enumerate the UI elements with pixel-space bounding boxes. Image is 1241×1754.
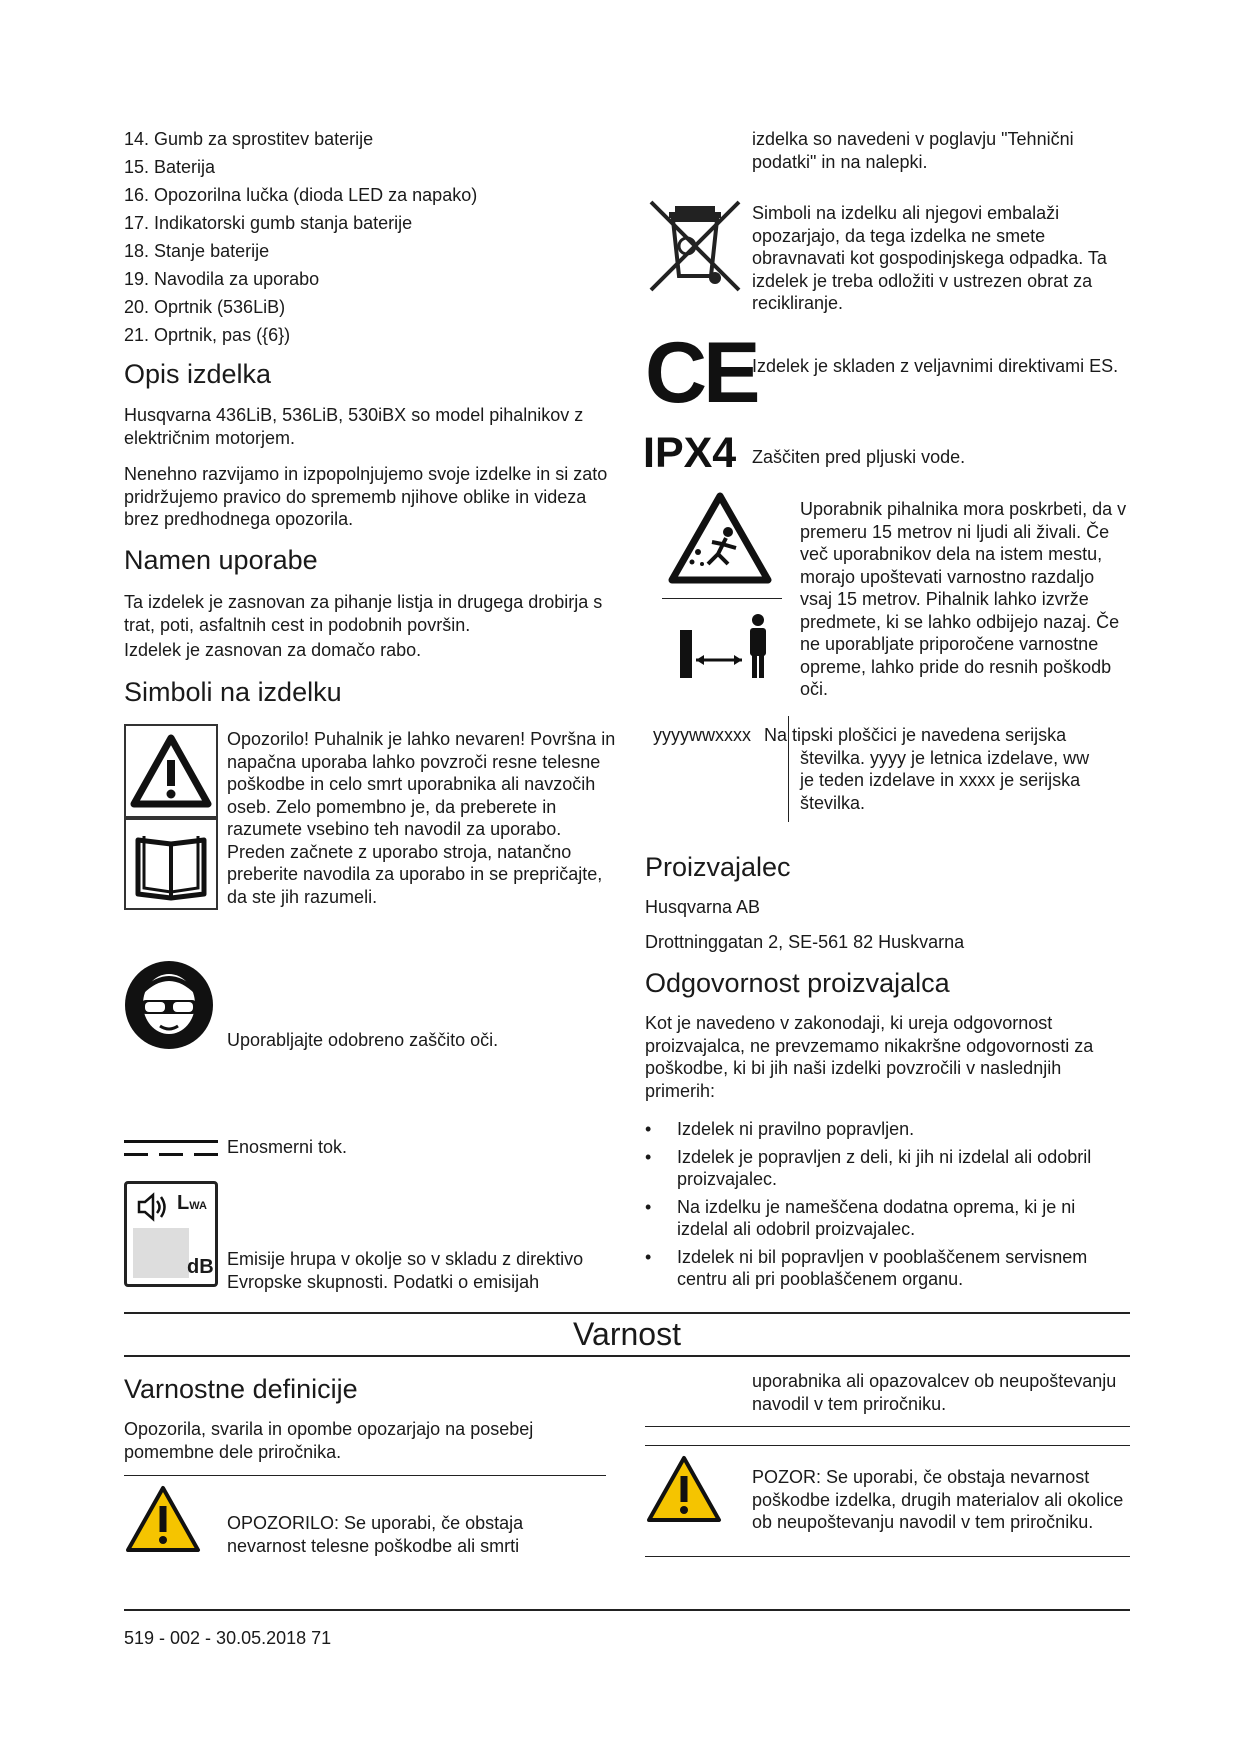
serial-number-text: Na tipski ploščici je navedena serijska številka. yyyy je letnica izdelave, ww je teden izdelave in xxxx je serijska številka. bbox=[764, 725, 1090, 813]
list-item: 18. Stanje baterije bbox=[124, 241, 270, 261]
eye-protection-icon bbox=[124, 960, 214, 1055]
namen-paragraph-2: Izdelek je zasnovan za domačo rabo. bbox=[124, 640, 422, 660]
numbered-list bbox=[124, 125, 624, 349]
list-item: 16. Opozorilna lučka (dioda LED za napako) bbox=[124, 185, 478, 205]
serial-code: yyyywwxxxx bbox=[653, 725, 751, 745]
odgovornost-bullets bbox=[645, 1118, 1125, 1291]
varnostne-definicije-heading: Varnostne definicije bbox=[124, 1374, 358, 1404]
list-item: • Izdelek je popravljen z deli, ki jih ni izdelal ali odobril proizvajalec. bbox=[645, 1146, 1092, 1189]
namen-heading: Namen uporabe bbox=[124, 545, 318, 575]
opozorilo-continuation: uporabnika ali opazovalcev ob neupoštevanju navodil v tem priročniku. bbox=[752, 1371, 1117, 1414]
direct-current-icon bbox=[124, 1138, 218, 1167]
list-item: 17. Indikatorski gumb stanja baterije bbox=[124, 213, 413, 233]
warning-text: Opozorilo! Puhalnik je lahko nevaren! Površna in napačna uporaba lahko povzroči resne telesne poškodbe in celo smrt uporabnika ali navzočih oseb. Zelo pomembno je, da preberete in razumete vsebino teh navodil za uporabo. Preden začnete z uporabo stroja, natančno preberite navodila za uporabo in se prepričajte, da ste jih razumeli. bbox=[227, 729, 616, 907]
manufacturer-name: Husqvarna AB bbox=[645, 897, 761, 917]
list-item: • Izdelek ni pravilno popravljen. bbox=[645, 1119, 915, 1139]
ce-mark-icon: CE bbox=[645, 325, 757, 421]
list-item: • Na izdelku je nameščena dodatna oprema, ki je ni izdelal ali odobril proizvajalec. bbox=[645, 1196, 1076, 1239]
caution-yellow-icon bbox=[645, 1454, 723, 1529]
section-banner: Varnost bbox=[573, 1316, 681, 1352]
ipx4-mark-icon: IPX4 bbox=[643, 429, 737, 477]
weee-text: Simboli na izdelku ali njegovi embalaži opozarjajo, da tega izdelka ne smete obravnavati kot gospodinjskega odpadka. Ta izdelek je treba odložiti v ustrezen obrat za recikliranje. bbox=[752, 203, 1107, 313]
ce-text: Izdelek je skladen z veljavnimi direktivami ES. bbox=[752, 356, 1119, 376]
thrown-objects-warning-icon bbox=[668, 492, 772, 591]
pozor-text: POZOR: Se uporabi, če obstaja nevarnost poškodbe izdelka, drugih materialov ali okolice ob neupoštevanju navodil v tem priročniku. bbox=[752, 1467, 1124, 1532]
warning-triangle-icon bbox=[124, 724, 218, 818]
noise-label-db: dB bbox=[187, 1256, 214, 1278]
odgovornost-intro: Kot je navedeno v zakonodaji, ki ureja odgovornost proizvajalca, ne prevzemamo nikakršne odgovornosti za poškodbe, ki bi jih naši izdelki povzročili v naslednjih primerih: bbox=[645, 1013, 1094, 1101]
opozorilo-text: OPOZORILO: Se uporabi, če obstaja nevarnost telesne poškodbe ali smrti bbox=[227, 1513, 524, 1556]
opis-paragraph-1: Husqvarna 436LiB, 536LiB, 530iBX so model pihalnikov z električnim motorjem. bbox=[124, 405, 584, 448]
list-item: 21. Oprtnik, pas ({6}) bbox=[124, 325, 291, 345]
warning-yellow-icon bbox=[124, 1484, 202, 1559]
page-footer: 519 - 002 - 30.05.2018 71 bbox=[124, 1628, 332, 1648]
varnost-intro: Opozorila, svarila in opombe opozarjajo na posebej pomembne dele priročnika. bbox=[124, 1419, 534, 1462]
technical-data-text: izdelka so navedeni v poglavju "Tehnični podatki" in na nalepki. bbox=[752, 129, 1074, 172]
book-icon bbox=[124, 818, 218, 910]
opis-paragraph-2: Nenehno razvijamo in izpopolnjujemo svoje izdelke in si zato pridržujemo pravico do sprememb njihove oblike in videza brez predhodnega opozorila. bbox=[124, 464, 608, 529]
simboli-heading: Simboli na izdelku bbox=[124, 677, 342, 707]
list-item: • Izdelek ni bil popravljen v pooblaščenem servisnem centru ali pri pooblaščenem organu. bbox=[645, 1246, 1088, 1289]
proizvajalec-heading: Proizvajalec bbox=[645, 852, 791, 882]
list-item: 14. Gumb za sprostitev baterije bbox=[124, 129, 374, 149]
weee-crossed-bin-icon bbox=[645, 196, 745, 301]
list-item: 15. Baterija bbox=[124, 157, 216, 177]
noise-emission-icon bbox=[124, 1181, 218, 1287]
manufacturer-address: Drottninggatan 2, SE-561 82 Huskvarna bbox=[645, 932, 965, 952]
safety-distance-text: Uporabnik pihalnika mora poskrbeti, da v premeru 15 metrov ni ljudi ali živali. Če več uporabnikov dela na istem mestu, morajo upoštevati varnostno razdaljo vsaj 15 metrov. Pihalnik lahko izvrže predmete, ki se lahko odbijejo nazaj. Če ne uporabljate priporočene varnostne opreme, lahko pride do resnih poškodb oči. bbox=[800, 499, 1127, 699]
list-item: 20. Oprtnik (536LiB) bbox=[124, 297, 286, 317]
opis-heading: Opis izdelka bbox=[124, 359, 272, 389]
noise-label-l: LWA bbox=[177, 1192, 207, 1214]
noise-emission-text: Emisije hrupa v okolje so v skladu z direktivo Evropske skupnosti. Podatki o emisijah bbox=[227, 1249, 584, 1292]
direct-current-text: Enosmerni tok. bbox=[227, 1137, 348, 1157]
safety-distance-icon bbox=[678, 612, 778, 687]
ipx4-text: Zaščiten pred pljuski vode. bbox=[752, 447, 966, 467]
eye-protection-text: Uporabljajte odobreno zaščito oči. bbox=[227, 1030, 499, 1050]
list-item: 19. Navodila za uporabo bbox=[124, 269, 320, 289]
namen-paragraph-1: Ta izdelek je zasnovan za pihanje listja in drugega drobirja s trat, poti, asfaltnih cest in podobnih površin. bbox=[124, 592, 603, 635]
odgovornost-heading: Odgovornost proizvajalca bbox=[645, 968, 950, 998]
